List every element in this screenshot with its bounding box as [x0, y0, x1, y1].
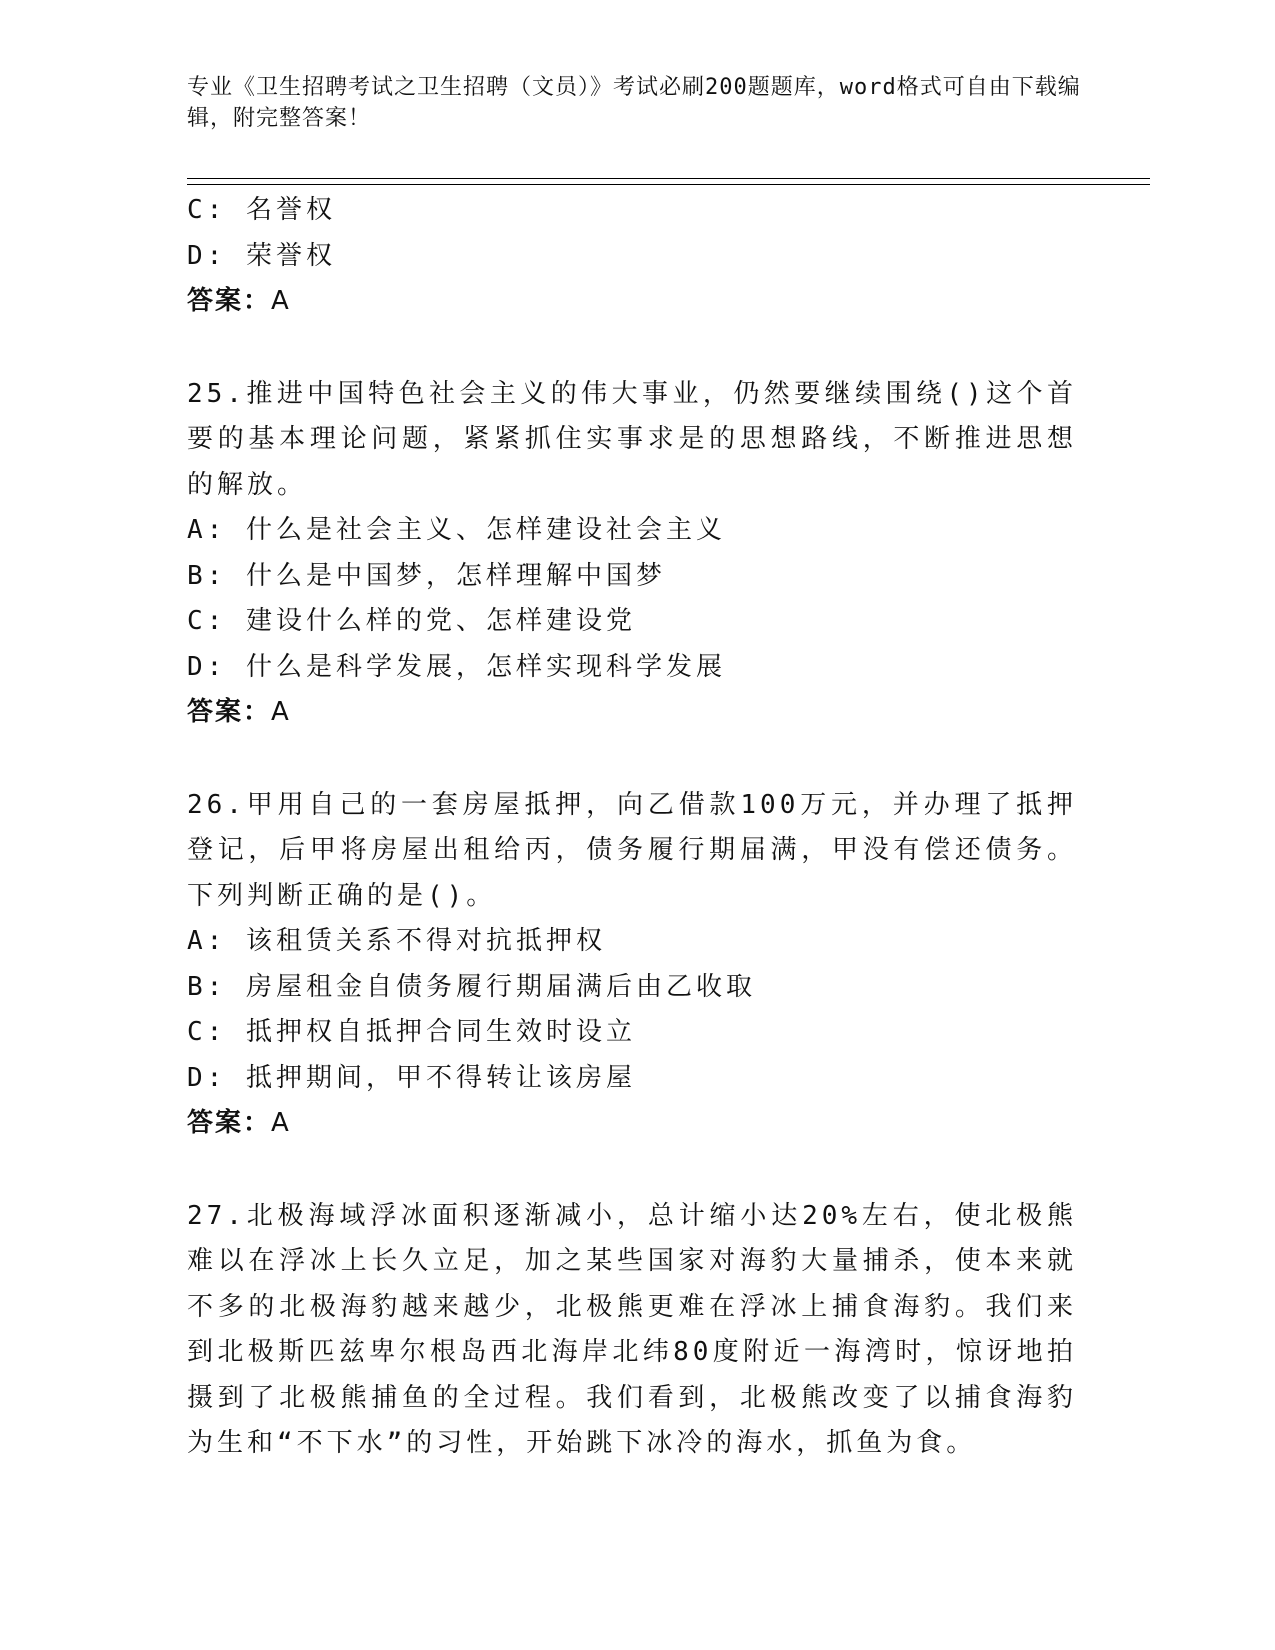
option-d: D: 抵押期间，甲不得转让该房屋	[187, 1062, 636, 1093]
document-header: 专业《卫生招聘考试之卫生招聘（文员）》考试必刷200题题库，word格式可自由下载编辑，附完整答案！	[187, 75, 1081, 131]
answer-line: 答案：A	[187, 1108, 291, 1138]
answer-line: 答案：A	[187, 286, 291, 316]
question-26	[187, 783, 1077, 1147]
question-stem: 25.推进中国特色社会主义的伟大事业，仍然要继续围绕()这个首要的基本理论问题，紧紧抓住实事求是的思想路线，不断推进思想的解放。	[187, 378, 1077, 500]
question-stem: 26.甲用自己的一套房屋抵押，向乙借款100万元，并办理了抵押登记，后甲将房屋出租给丙，债务履行期届满，甲没有偿还债务。下列判断正确的是()。	[187, 789, 1077, 911]
option-c: C: 抵押权自抵押合同生效时设立	[187, 1017, 636, 1047]
question-stem: 27.北极海域浮冰面积逐渐减小，总计缩小达20%左右，使北极熊难以在浮冰上长久立足，加之某些国家对海豹大量捕杀，使本来就不多的北极海豹越来越少，北极熊更难在浮冰上捕食海豹。我们来到北极斯匹兹卑尔根岛西北海岸北纬80度附近一海湾时，惊讶地拍摄到了北极熊捕鱼的全过程。我们看到，北极熊改变了以捕食海豹为生和“不下水”的习性，开始跳下冰冷的海水，抓鱼为食。	[187, 1200, 1077, 1458]
option-a: A: 该租赁关系不得对抗抵押权	[187, 926, 606, 956]
option-d: D: 什么是科学发展，怎样实现科学发展	[187, 651, 726, 682]
header-rule-top	[187, 178, 1150, 179]
option-a: A: 什么是社会主义、怎样建设社会主义	[187, 515, 726, 545]
question-prev	[187, 188, 1077, 325]
option-c: C: 建设什么样的党、怎样建设党	[187, 606, 636, 636]
question-27	[187, 1194, 1077, 1467]
header-rule-bottom	[187, 184, 1150, 185]
option-d: D: 荣誉权	[187, 240, 336, 271]
question-25	[187, 372, 1077, 736]
option-c: C: 名誉权	[187, 195, 336, 225]
answer-line: 答案：A	[187, 697, 291, 727]
document-body	[187, 188, 1077, 1467]
option-b: B: 房屋租金自债务履行期届满后由乙收取	[187, 971, 756, 1002]
option-b: B: 什么是中国梦，怎样理解中国梦	[187, 560, 666, 591]
